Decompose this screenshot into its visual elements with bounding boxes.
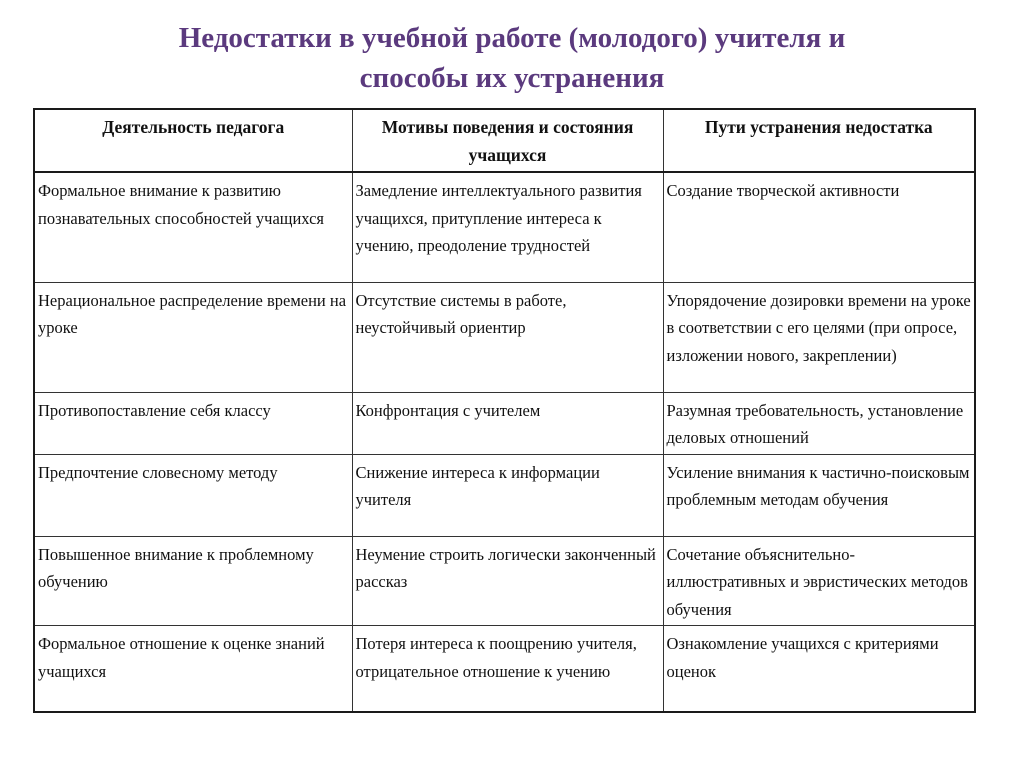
cell-motives: Неумение строить логически законченный рассказ bbox=[352, 536, 663, 626]
cell-remedy: Ознакомление учащихся с критериями оценок bbox=[663, 626, 975, 712]
table-row bbox=[34, 172, 975, 282]
cell-activity: Формальное внимание к развитию познавательных способностей учащихся bbox=[34, 172, 352, 282]
cell-motives: Потеря интереса к поощрению учителя, отрицательное отношение к учению bbox=[352, 626, 663, 712]
cell-remedy: Сочетание объяснительно-иллюстративных и эвристических методов обучения bbox=[663, 536, 975, 626]
table-row bbox=[34, 282, 975, 392]
table-row bbox=[34, 626, 975, 712]
table-row bbox=[34, 392, 975, 454]
page-title-line-1: Недостатки в учебной работе (молодого) учителя и bbox=[178, 22, 846, 54]
cell-activity: Предпочтение словесному методу bbox=[34, 454, 352, 536]
column-header-remedy: Пути устранения недостатка bbox=[663, 109, 975, 172]
cell-motives: Отсутствие системы в работе, неустойчивый ориентир bbox=[352, 282, 663, 392]
page-title bbox=[60, 18, 964, 98]
cell-remedy: Разумная требовательность, установление деловых отношений bbox=[663, 392, 975, 454]
cell-motives: Замедление интеллектуального развития учащихся, притупление интереса к учению, преодоление трудностей bbox=[352, 172, 663, 282]
table-row bbox=[34, 536, 975, 626]
cell-remedy: Упорядочение дозировки времени на уроке в соответствии с его целями (при опросе, изложении нового, закреплении) bbox=[663, 282, 975, 392]
column-header-activity: Деятельность педагога bbox=[34, 109, 352, 172]
cell-remedy: Создание творческой активности bbox=[663, 172, 975, 282]
cell-activity: Противопоставление себя классу bbox=[34, 392, 352, 454]
cell-activity: Нерациональное распределение времени на уроке bbox=[34, 282, 352, 392]
column-header-motives: Мотивы поведения и состояния учащихся bbox=[352, 109, 663, 172]
cell-activity: Повышенное внимание к проблемному обучению bbox=[34, 536, 352, 626]
cell-motives: Конфронтация с учителем bbox=[352, 392, 663, 454]
table-header-row bbox=[34, 109, 975, 172]
remedies-table bbox=[33, 108, 976, 713]
cell-remedy: Усиление внимания к частично-поисковым проблемным методам обучения bbox=[663, 454, 975, 536]
cell-motives: Снижение интереса к информации учителя bbox=[352, 454, 663, 536]
table-row bbox=[34, 454, 975, 536]
page-title-line-2: способы их устранения bbox=[359, 62, 665, 94]
cell-activity: Формальное отношение к оценке знаний учащихся bbox=[34, 626, 352, 712]
